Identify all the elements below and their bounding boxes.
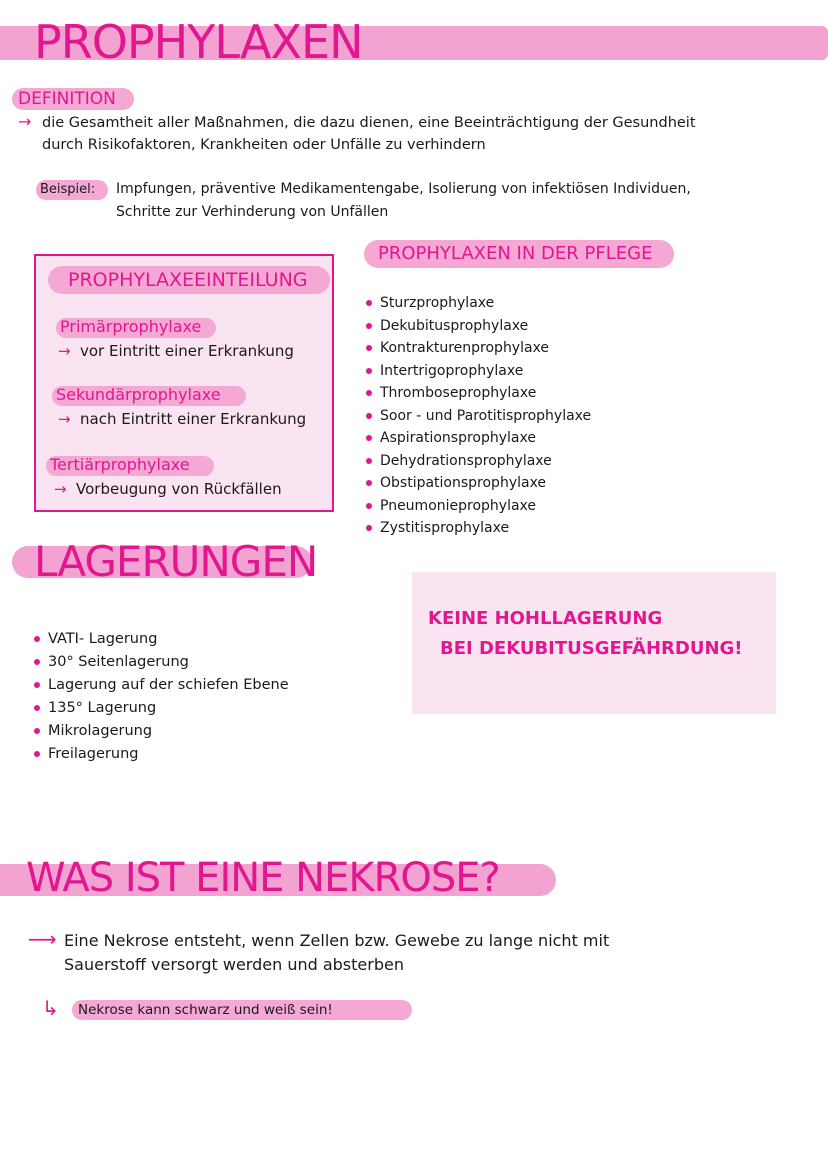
nekrose-arrow-icon: ⟶ xyxy=(28,927,57,951)
tertiaer-desc-arrow-icon: → xyxy=(54,480,67,498)
primaer-label: Primärprophylaxe xyxy=(60,317,202,336)
list-item: Sturzprophylaxe xyxy=(366,292,591,315)
nekrose-line-1: Eine Nekrose entsteht, wenn Zellen bzw. Gewebe zu lange nicht mit xyxy=(64,931,610,950)
list-item: Thromboseprophylaxe xyxy=(366,382,591,405)
primaer-desc: vor Eintritt einer Erkrankung xyxy=(80,342,294,360)
example-line-1: Impfungen, präventive Medikamentengabe, Isolierung von infektiösen Individuen, xyxy=(116,181,691,197)
lagerungen-list xyxy=(34,628,289,766)
page-title: PROPHYLAXEN xyxy=(34,15,363,69)
nekrose-sub-arrow-icon: ↳ xyxy=(42,996,59,1020)
definition-line-2: durch Risikofaktoren, Krankheiten oder Unfälle zu verhindern xyxy=(42,137,486,153)
pflege-list xyxy=(366,292,591,540)
list-item: Aspirationsprophylaxe xyxy=(366,427,591,450)
list-item: Lagerung auf der schiefen Ebene xyxy=(34,674,289,697)
list-item: 135° Lagerung xyxy=(34,697,289,720)
list-item: Zystitisprophylaxe xyxy=(366,517,591,540)
einteilung-title: PROPHYLAXEEINTEILUNG xyxy=(68,269,308,291)
definition-arrow-icon: → xyxy=(18,112,32,131)
list-item: Soor - und Parotitisprophylaxe xyxy=(366,405,591,428)
list-item: Dehydrationsprophylaxe xyxy=(366,450,591,473)
tertiaer-desc: Vorbeugung von Rückfällen xyxy=(76,480,282,498)
list-item: 30° Seitenlagerung xyxy=(34,651,289,674)
nekrose-line-2: Sauerstoff versorgt werden und absterben xyxy=(64,955,404,974)
tertiaer-label: Tertiärprophylaxe xyxy=(50,455,190,474)
warning-note-line-2: BEI DEKUBITUSGEFÄHRDUNG! xyxy=(440,638,743,659)
lagerungen-title: LAGERUNGEN xyxy=(34,537,318,586)
sekundaer-label: Sekundärprophylaxe xyxy=(56,385,221,404)
nekrose-note: Nekrose kann schwarz und weiß sein! xyxy=(78,1002,333,1018)
list-item: VATI- Lagerung xyxy=(34,628,289,651)
definition-label: DEFINITION xyxy=(18,89,116,109)
example-line-2: Schritte zur Verhinderung von Unfällen xyxy=(116,204,389,220)
warning-note-line-1: KEINE HOHLLAGERUNG xyxy=(428,608,663,629)
pflege-title: PROPHYLAXEN IN DER PFLEGE xyxy=(378,243,653,264)
example-label: Beispiel: xyxy=(40,182,96,197)
list-item: Freilagerung xyxy=(34,743,289,766)
sekundaer-desc: nach Eintritt einer Erkrankung xyxy=(80,410,307,428)
list-item: Obstipationsprophylaxe xyxy=(366,472,591,495)
list-item: Dekubitusprophylaxe xyxy=(366,315,591,338)
list-item: Pneumonieprophylaxe xyxy=(366,495,591,518)
nekrose-title: WAS IST EINE NEKROSE? xyxy=(26,855,500,901)
list-item: Intertrigoprophylaxe xyxy=(366,360,591,383)
definition-line-1: die Gesamtheit aller Maßnahmen, die dazu dienen, eine Beeinträchtigung der Gesundheit xyxy=(42,115,696,131)
list-item: Kontrakturenprophylaxe xyxy=(366,337,591,360)
sekundaer-desc-arrow-icon: → xyxy=(58,410,71,428)
primaer-desc-arrow-icon: → xyxy=(58,342,71,360)
list-item: Mikrolagerung xyxy=(34,720,289,743)
